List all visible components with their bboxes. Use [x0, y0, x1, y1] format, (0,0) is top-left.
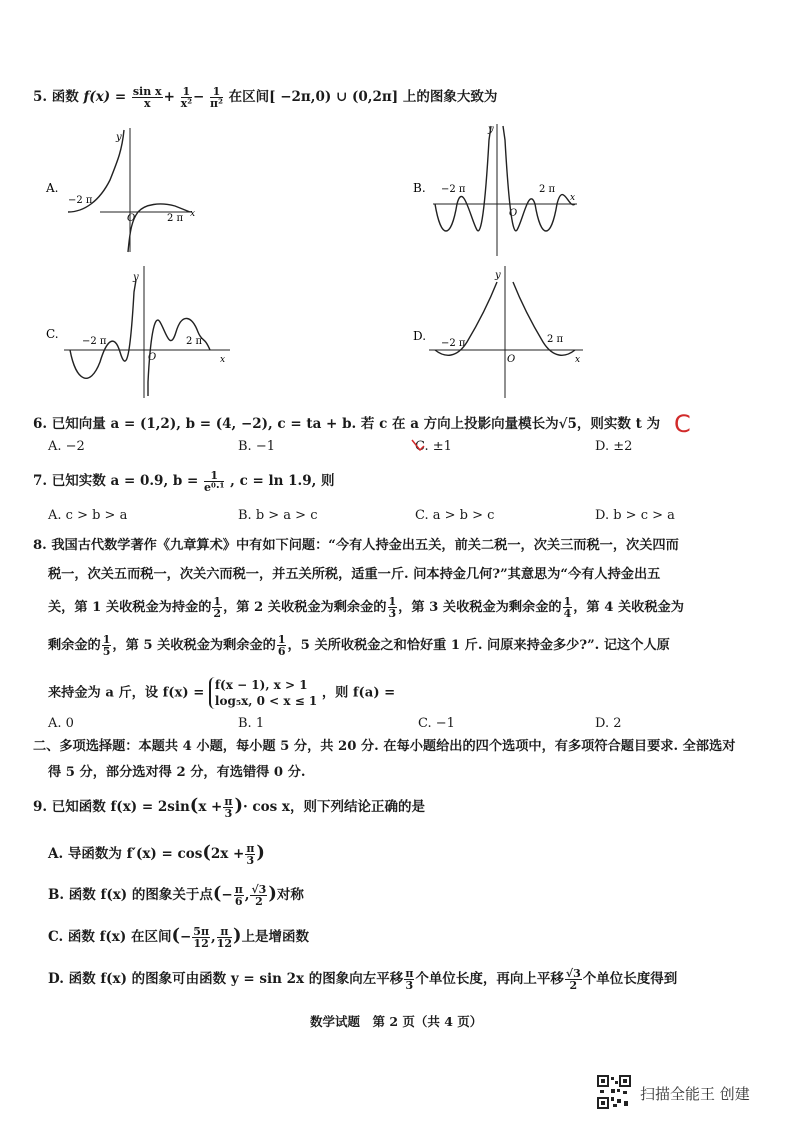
q7-option-a: A. c > b > a: [48, 508, 128, 523]
q9-option-d: D. 函数 f(x) 的图象可由函数 y = sin 2x 的图象向左平移 $\frac{\pi}{3}$ 个单位长度，再向上平移 $\frac{√3}{2}$ 个单位长度得到: [48, 967, 678, 992]
graph-a: [40, 120, 210, 260]
q8-line1: 8. 我国古代数学著作《九章算术》中有如下问题：“今有人持金出五关，前关二税一，次关三而税一，次关四而: [33, 538, 679, 553]
handwritten-answer: C: [674, 410, 691, 438]
q6-option-c: C. ±1: [415, 439, 452, 454]
graph-c-x: x: [220, 355, 226, 365]
graph-c-origin: O: [148, 352, 157, 363]
graph-a-x: x: [190, 209, 196, 219]
graph-c-y: y: [133, 272, 139, 283]
graph-a-label: A.: [46, 181, 59, 195]
red-check-icon: [410, 436, 426, 456]
graph-c-neg: −2 π: [82, 336, 107, 347]
q6-option-d: D. ±2: [595, 439, 633, 454]
q8-line3: 关，第 1 关收税金为持金的 $\frac{1}{2}$ ，第 2 关收税金为剩余金的 $\frac{1}{3}$ ，第 3 关收税金为剩余金的 $\frac{1}{4}$ ，第 4 关收税金为: [48, 595, 684, 620]
brand-watermark: 扫描全能王 创建: [640, 1085, 750, 1103]
graph-a-origin: O: [127, 213, 136, 224]
graph-b-origin: O: [509, 208, 518, 219]
q5-stem: 5. 函数 f(x) = $\frac{\text{sin x}}{x}$ + $\frac{1}{\text{x²}}$ − $\frac{1}{\text{π²}}$ 在区间[ −2π,0) ∪ (0,2π] 上的图象大致为: [33, 85, 498, 110]
graph-b-label: B.: [413, 181, 426, 195]
graph-b-y: y: [488, 124, 494, 135]
graph-b-x: x: [570, 193, 576, 203]
q8-line2: 税一，次关五而税一，次关六而税一，并五关所税，适重一斤. 问本持金几何?”其意思为“今有人持金出五: [48, 567, 661, 582]
q9-option-b: B. 函数 f(x) 的图象关于点(− $\frac{\pi}{6}$ , $\frac{√3}{2}$ )对称: [48, 883, 304, 908]
graph-a-y: y: [116, 132, 122, 143]
q8-line4: 剩余金的 $\frac{1}{5}$ ，第 5 关收税金为剩余金的 $\frac{1}{6}$ ，5 关所收税金之和恰好重 1 斤. 问原来持金多少?”. 记这个人原: [48, 633, 670, 658]
q9-stem: 9. 已知函数 f(x) = 2sin(x + $\frac{\pi}{3}$ )· cos x，则下列结论正确的是: [33, 795, 425, 820]
graph-c-pos: 2 π: [186, 336, 203, 347]
q7-option-b: B. b > a > c: [238, 508, 318, 523]
q6-option-a: A. −2: [48, 439, 85, 454]
q6-option-b: B. −1: [238, 439, 275, 454]
graph-d-pos: 2 π: [547, 334, 564, 345]
section2-line2: 得 5 分，部分选对得 2 分，有选错得 0 分.: [48, 765, 306, 780]
q5-pi-frac: $\frac{1}{\text{π²}}$: [210, 85, 223, 110]
q7-stem: 7. 已知实数 a = 0.9, b = $\frac{1}{\text{e⁰·¹}}$ , c = ln 1.9, 则: [33, 469, 335, 494]
q8-option-a: A. 0: [48, 716, 74, 731]
q5-pi-num: 1: [210, 86, 223, 98]
graph-b-neg: −2 π: [441, 184, 466, 195]
graph-c-label: C.: [46, 327, 59, 341]
graph-a-neg: −2 π: [68, 195, 93, 206]
graph-d-label: D.: [413, 329, 427, 343]
graph-d: [405, 262, 595, 402]
q7-option-c: C. a > b > c: [415, 508, 495, 523]
page-footer: 数学试题 第 2 页（共 4 页）: [310, 1014, 483, 1029]
q7-option-d: D. b > c > a: [595, 508, 675, 523]
q8-line5: 来持金为 a 斤，设 f(x) = f(x − 1), x > 1 log₅x, 0 < x ≤ 1 ，则 f(a) =: [48, 678, 396, 708]
graph-b-pos: 2 π: [539, 184, 556, 195]
graph-d-x: x: [575, 355, 581, 365]
section2-line1: 二、多项选择题：本题共 4 小题，每小题 5 分，共 20 分. 在每小题给出的四个选项中，有多项符合题目要求. 全部选对: [33, 739, 736, 754]
graph-a-pos: 2 π: [167, 213, 184, 224]
graph-b: [405, 120, 595, 260]
graph-d-y: y: [495, 270, 501, 281]
q9-option-a: A. 导函数为 f′(x) = cos(2x + $\frac{\pi}{3}$ ): [48, 842, 265, 867]
graph-d-origin: O: [507, 354, 516, 365]
graph-c: [40, 262, 240, 402]
graph-d-neg: −2 π: [441, 338, 466, 349]
q8-option-b: B. 1: [238, 716, 265, 731]
q8-option-d: D. 2: [595, 716, 622, 731]
q6-stem: 6. 已知向量 a = (1,2), b = (4, −2), c = ta + b. 若 c 在 a 方向上投影向量模长为√5，则实数 t 为: [33, 416, 661, 432]
q8-option-c: C. −1: [418, 716, 455, 731]
q9-option-c: C. 函数 f(x) 在区间(− $\frac{5\pi}{12}$ , $\frac{\pi}{12}$ )上是增函数: [48, 925, 310, 950]
qr-code-icon: [597, 1075, 631, 1109]
